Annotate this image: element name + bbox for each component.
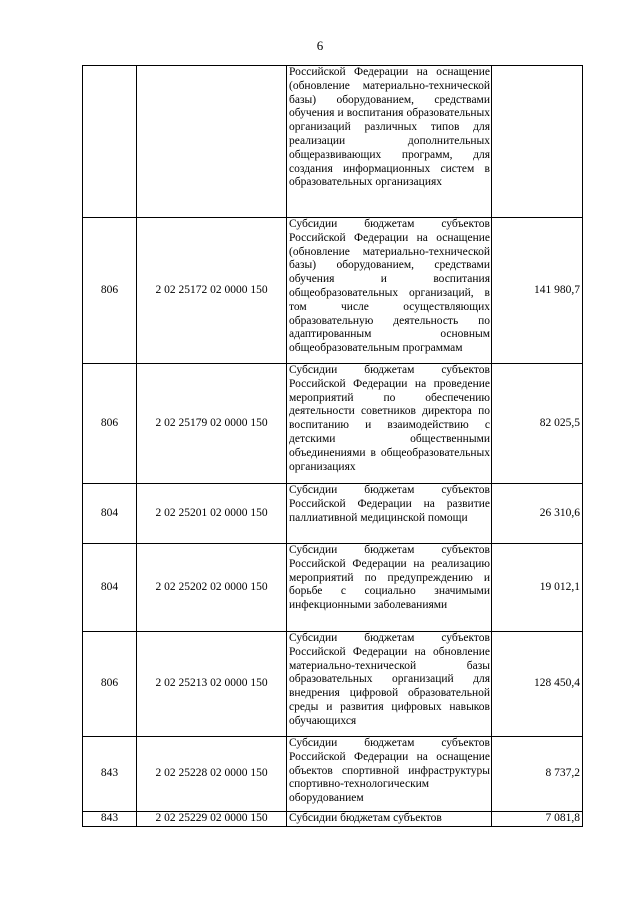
budget-code-cell: 2 02 25179 02 0000 150	[137, 364, 287, 484]
budget-code-cell	[137, 66, 287, 218]
admin-code-cell	[83, 66, 137, 218]
table-row	[83, 737, 583, 812]
amount-cell	[492, 66, 583, 218]
table-row	[83, 544, 583, 632]
table-row	[83, 364, 583, 484]
amount-cell: 8 737,2	[492, 737, 583, 812]
table-row	[83, 812, 583, 827]
admin-code-cell: 806	[83, 632, 137, 737]
amount-cell: 26 310,6	[492, 484, 583, 544]
table-row	[83, 632, 583, 737]
description-cell: Субсидии бюджетам субъектов Российской Федерации на обновление материально-технической базы образовательных организаций для внедрения цифровой образовательной среды и развития цифровых навыков обучающихся	[287, 632, 492, 737]
table-row	[83, 66, 583, 218]
budget-code-cell: 2 02 25201 02 0000 150	[137, 484, 287, 544]
budget-revenue-table	[82, 65, 583, 827]
admin-code-cell: 804	[83, 544, 137, 632]
amount-cell: 19 012,1	[492, 544, 583, 632]
description-cell: Субсидии бюджетам субъектов Российской Федерации на оснащение (обновление материально-технической базы) оборудованием, средствами обучения и воспитания общеобразовательных организаций, в том числе осуществляющих образовательную деятельность по адаптированным основным общеобразовательным программам	[287, 218, 492, 364]
amount-cell: 141 980,7	[492, 218, 583, 364]
amount-cell: 128 450,4	[492, 632, 583, 737]
admin-code-cell: 843	[83, 812, 137, 827]
table-row	[83, 484, 583, 544]
description-cell: Субсидии бюджетам субъектов Российской Федерации на проведение мероприятий по обеспечению деятельности советников директора по воспитанию и взаимодействию с детскими общественными объединениями в общеобразовательных организациях	[287, 364, 492, 484]
budget-code-cell: 2 02 25202 02 0000 150	[137, 544, 287, 632]
description-cell: Субсидии бюджетам субъектов Российской Федерации на оснащение объектов спортивной инфраструктуры спортивно-технологическим оборудованием	[287, 737, 492, 812]
description-cell: Субсидии бюджетам субъектов Российской Федерации на развитие паллиативной медицинской помощи	[287, 484, 492, 544]
table-row	[83, 218, 583, 364]
budget-code-cell: 2 02 25172 02 0000 150	[137, 218, 287, 364]
admin-code-cell: 843	[83, 737, 137, 812]
admin-code-cell: 806	[83, 218, 137, 364]
amount-cell: 7 081,8	[492, 812, 583, 827]
description-cell: Субсидии бюджетам субъектов	[287, 812, 492, 827]
description-cell: Субсидии бюджетам субъектов Российской Федерации на реализацию мероприятий по предупреждению и борьбе с социально значимыми инфекционными заболеваниями	[287, 544, 492, 632]
description-cell: Российской Федерации на оснащение (обновление материально-технической базы) оборудованием, средствами обучения и воспитания образовательных организаций различных типов для реализации дополнительных общеразвивающих программ, для создания информационных систем в образовательных организациях	[287, 66, 492, 218]
admin-code-cell: 804	[83, 484, 137, 544]
budget-code-cell: 2 02 25229 02 0000 150	[137, 812, 287, 827]
admin-code-cell: 806	[83, 364, 137, 484]
page-number: 6	[316, 38, 324, 53]
budget-code-cell: 2 02 25213 02 0000 150	[137, 632, 287, 737]
budget-code-cell: 2 02 25228 02 0000 150	[137, 737, 287, 812]
amount-cell: 82 025,5	[492, 364, 583, 484]
